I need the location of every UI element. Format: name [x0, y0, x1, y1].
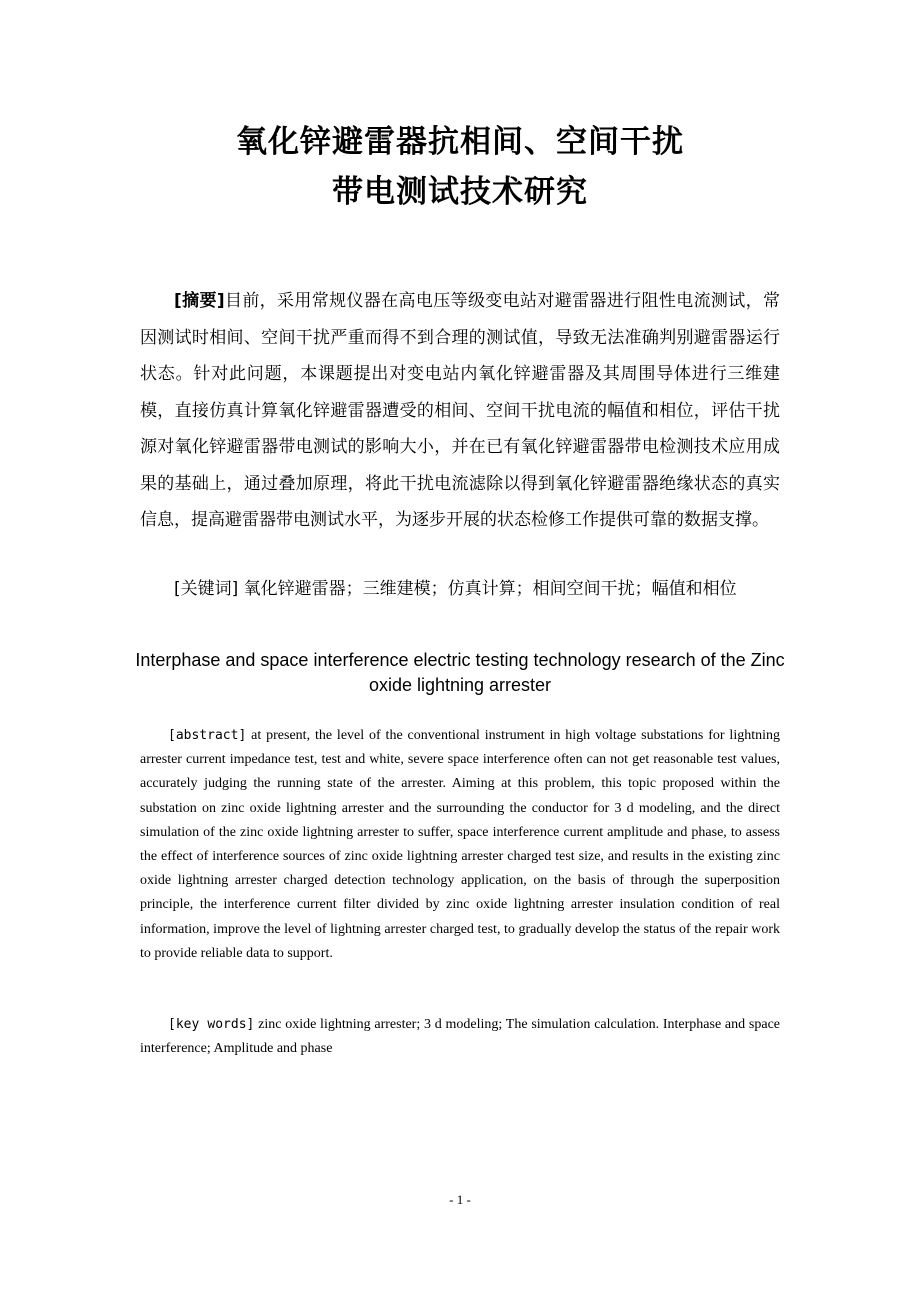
- en-keywords-label: [key words]: [168, 1017, 255, 1032]
- en-keywords-paragraph: [140, 1013, 780, 1061]
- en-abstract-label: [abstract]: [168, 728, 247, 743]
- english-title: Interphase and space interference electric testing technology research of the Zinc oxide lightning arrester: [135, 650, 785, 695]
- cn-abstract-text: 目前，采用常规仪器在高电压等级变电站对避雷器进行阻性电流测试，常因测试时相间、空间干扰严重而得不到合理的测试值，导致无法准确判别避雷器运行状态。针对此问题，本课题提出对变电站内氧化锌避雷器及其周围导体进行三维建模，直接仿真计算氧化锌避雷器遭受的相间、空间干扰电流的幅值和相位，评估干扰源对氧化锌避雷器带电测试的影响大小，并在已有氧化锌避雷器带电检测技术应用成果的基础上，通过叠加原理，将此干扰电流滤除以得到氧化锌避雷器绝缘状态的真实信息，提高避雷器带电测试水平，为逐步开展的状态检修工作提供可靠的数据支撑。: [140, 291, 780, 530]
- title-line-1: 氧化锌避雷器抗相间、空间干扰: [236, 124, 684, 160]
- cn-keywords-paragraph: [140, 572, 780, 606]
- cn-abstract-label: [摘要]: [174, 291, 225, 311]
- en-keywords-text: zinc oxide lightning arrester; 3 d modeling; The simulation calculation. Interphase and space interference; Amplitude and phase: [140, 1017, 780, 1057]
- title-line-2: 带电测试技术研究: [332, 174, 588, 210]
- cn-abstract-paragraph: [140, 283, 780, 539]
- cn-keywords-text: 氧化锌避雷器；三维建模；仿真计算；相间空间干扰；幅值和相位: [238, 579, 737, 599]
- page-number: - 1 -: [449, 1192, 471, 1207]
- en-abstract-text: at present, the level of the conventional instrument in high voltage substations for lightning arrester current impedance test, test and white, severe space interference often can not get reasonable test values, accurately judging the running state of the arrester. Aiming at this problem, this topic proposed within the substation on zinc oxide lightning arrester and the surrounding the conductor for 3 d modeling, and the direct simulation of the zinc oxide lightning arrester to suffer, space interference current amplitude and phase, to assess the effect of interference sources of zinc oxide lightning arrester charged test size, and results in the existing zinc oxide lightning arrester charged detection technology application, on the basis of through the superposition principle, the interference current filter divided by zinc oxide lightning arrester insulation condition of real information, improve the level of lightning arrester charged test, to gradually develop the status of the repair work to provide reliable data to support.: [140, 728, 780, 961]
- cn-keywords-label: [关键词]: [174, 579, 239, 599]
- en-abstract-paragraph: [140, 724, 780, 966]
